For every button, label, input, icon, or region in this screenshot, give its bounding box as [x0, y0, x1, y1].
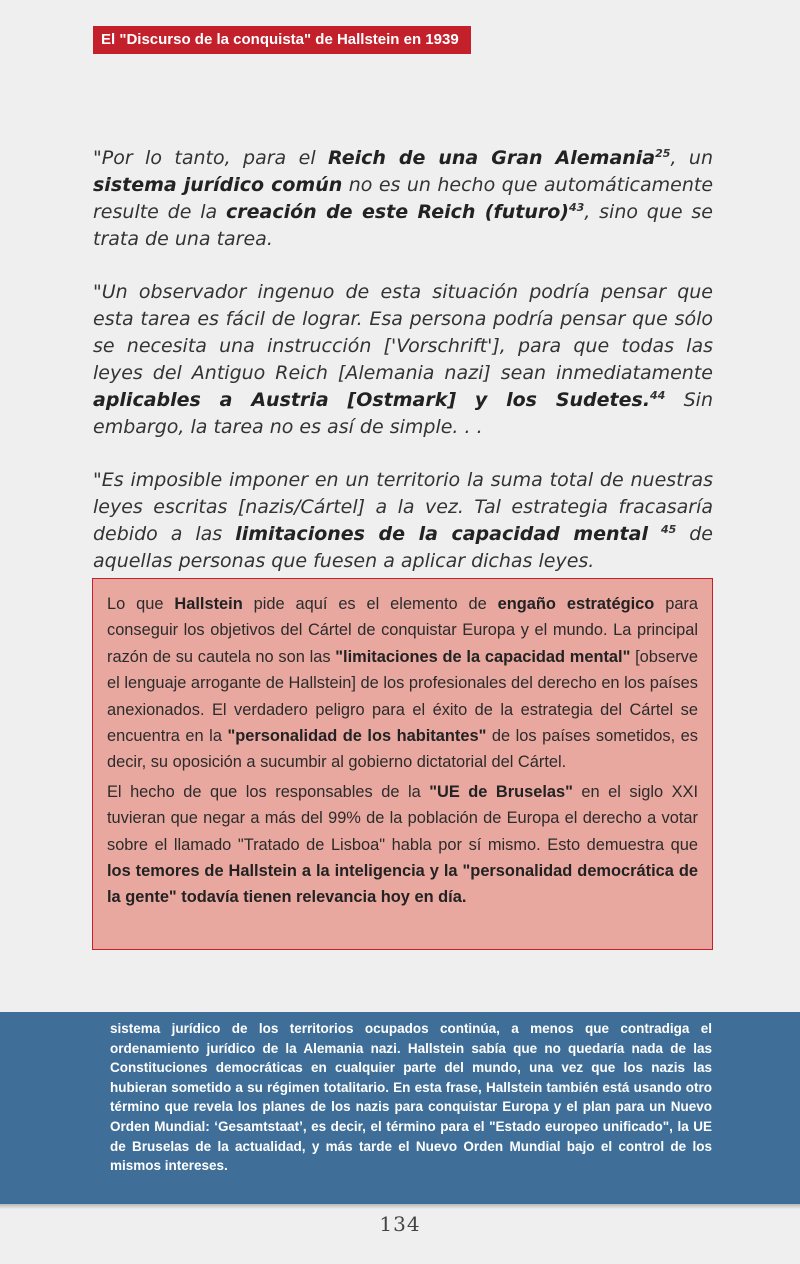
footnote-text: sistema jurídico de los territorios ocupados continúa, a menos que contradiga el ordenamiento jurídico de la Alemania nazi. Hallstein sabía que no quedaría nada de las Constituciones democráticas en cualquier parte del mundo, una vez que los nazis las hubieran sometido a su régimen totalitario. En esta frase, Hallstein también está usando otro término que revela los planes de los nazis para conquistar Europa y el plan para un Nuevo Orden Mundial: ‘Gesamtstaat’, es decir, el término para el "Estado europeo unificado", la UE de Bruselas de la actualidad, y más tarde el Nuevo Orden Mundial bajo el control de los mismos intereses. [110, 1021, 712, 1174]
emphasis-text: "UE de Bruselas" [429, 782, 573, 801]
quote-block [93, 145, 713, 601]
emphasis-text: "personalidad de los habitantes" [227, 727, 487, 746]
emphasis-text: Hallstein [174, 595, 243, 613]
emphasis-text: limitaciones de la capacidad mental [235, 523, 648, 545]
footnote-ref: 45 [660, 523, 677, 536]
band-shadow [0, 1204, 800, 1209]
emphasis-text: sistema jurídico común [93, 174, 343, 196]
text-run: no es un hecho que automáticamente resulte de la [93, 174, 714, 223]
text-run: "Es imposible imponer en un territorio la suma total de nuestras leyes escritas [nazis/Cártel] a la vez. Tal estrategia fracasaría debido a las [93, 469, 713, 545]
commentary-paragraph [107, 591, 698, 776]
quote-paragraph [93, 145, 713, 253]
text-run: Lo que [107, 595, 175, 613]
text-run: "Un observador ingenuo de esta situación podría pensar que esta tarea es fácil de lograr. Esa persona podría pensar que sólo se necesita una instrucción ['Vorschrift'], para que todas las leyes del Antiguo Reich [Alemania nazi] sean inmediatamente [93, 281, 713, 384]
text-run: , sino que se trata de una tarea. [93, 201, 713, 250]
page-number: 134 [379, 1212, 421, 1236]
emphasis-text: "limitaciones de la capacidad mental" [335, 647, 631, 666]
text-run: de aquellas personas que fuesen a aplicar dichas leyes. [93, 523, 713, 572]
text-run: Sin embargo, la tarea no es así de simple. . . [93, 389, 713, 438]
text-run: para conseguir los objetivos del Cártel de conquistar Europa y el mundo. La principal razón de su cautela no son las [107, 595, 699, 666]
emphasis-text: engaño estratégico [497, 595, 655, 613]
footnote-ref: 25 [655, 147, 671, 160]
commentary-paragraph [107, 779, 698, 911]
text-run: "Por lo tanto, para el [93, 147, 329, 169]
emphasis-text: aplicables a Austria [Ostmark] y los Sudetes. [93, 389, 651, 411]
text-run: El hecho de que los responsables de la [107, 782, 430, 801]
text-run: pide aquí es el elemento de [242, 595, 498, 613]
quote-paragraph [93, 467, 713, 575]
emphasis-text: Reich de una Gran Alemania [328, 147, 656, 169]
commentary-box [92, 578, 713, 950]
text-run: , un [670, 147, 713, 169]
emphasis-text: los temores de Hallstein a la inteligencia y la "personalidad democrática de la gente" todavía tienen relevancia hoy en día. [107, 862, 698, 907]
section-title: El "Discurso de la conquista" de Hallstein en 1939 [93, 26, 471, 54]
text-run: [observe el lenguaje arrogante de Hallstein] de los profesionales del derecho en los países anexionados. El verdadero peligro para el éxito de la estrategia del Cártel se encuentra en la [107, 647, 698, 746]
text-run [648, 523, 661, 545]
emphasis-text: creación de este Reich (futuro) [225, 201, 569, 223]
footnote-ref: 44 [650, 389, 666, 402]
footnote-ref: 43 [568, 201, 585, 214]
quote-paragraph [93, 279, 713, 441]
text-run: en el siglo XXI tuvieran que negar a más del 99% de la población de Europa el derecho a votar sobre el llamado "Tratado de Lisboa" habla por sí mismo. Esto demuestra que [107, 782, 699, 854]
text-run: de los países sometidos, es decir, su oposición a sucumbir al gobierno dictatorial del Cártel. [107, 727, 698, 772]
